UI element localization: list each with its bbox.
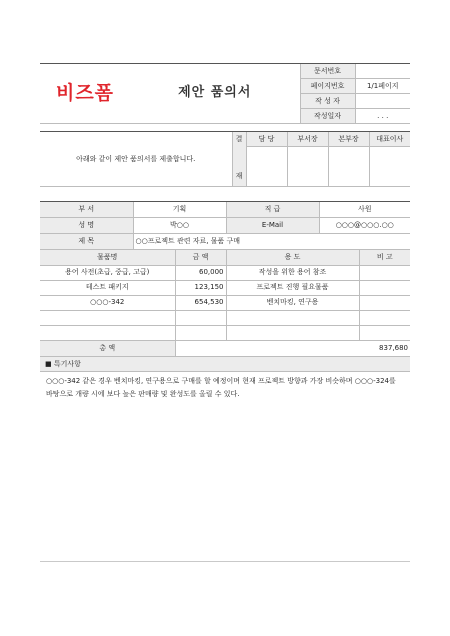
- item-name: [40, 310, 175, 325]
- item-note: [359, 325, 410, 340]
- brand-logo: 비즈폼: [40, 64, 130, 124]
- approval-col-dept-head: 부서장: [287, 132, 328, 147]
- total-label: 총 액: [40, 340, 175, 356]
- author-value: [355, 94, 410, 109]
- items-header-purpose: 용 도: [226, 250, 359, 265]
- approval-section: [40, 131, 410, 187]
- item-purpose: 프로젝트 진행 필요물품: [226, 280, 359, 295]
- item-row: [40, 325, 410, 340]
- item-row: [40, 295, 410, 310]
- item-row: [40, 310, 410, 325]
- name-value: 박○○: [133, 218, 226, 234]
- item-purpose: 벤치마킹, 연구용: [226, 295, 359, 310]
- dept-value: 기획: [133, 202, 226, 218]
- document-title: 제안 품의서: [130, 64, 300, 124]
- item-note: [359, 310, 410, 325]
- item-note: [359, 265, 410, 280]
- items-table: [40, 250, 410, 357]
- approval-col-ceo: 대표이사: [369, 132, 410, 147]
- approval-sign-ceo[interactable]: [369, 147, 410, 187]
- item-purpose: 작성을 위한 용어 참조: [226, 265, 359, 280]
- date-label: 작성일자: [300, 109, 355, 124]
- subject-label: 제 목: [40, 234, 133, 250]
- item-amount: 60,000: [175, 265, 226, 280]
- items-header-name: 물품명: [40, 250, 175, 265]
- item-amount: 123,150: [175, 280, 226, 295]
- approval-sign-dept-head[interactable]: [287, 147, 328, 187]
- page-number-value: 1/1페이지: [355, 79, 410, 94]
- approval-sign-staff[interactable]: [246, 147, 287, 187]
- rank-label: 직 급: [226, 202, 319, 218]
- dept-label: 부 서: [40, 202, 133, 218]
- proposal-document: [40, 63, 410, 460]
- item-note: [359, 295, 410, 310]
- page-number-label: 페이지번호: [300, 79, 355, 94]
- item-amount: [175, 325, 226, 340]
- items-header-amount: 금 액: [175, 250, 226, 265]
- date-value: . . .: [355, 109, 410, 124]
- approval-side-bottom: 재: [232, 147, 246, 187]
- item-row: [40, 265, 410, 280]
- item-amount: 654,530: [175, 295, 226, 310]
- item-name: 용어 사전(초급, 중급, 고급): [40, 265, 175, 280]
- total-value: 837,680: [175, 340, 410, 356]
- approval-sign-division-head[interactable]: [328, 147, 369, 187]
- item-purpose: [226, 325, 359, 340]
- item-amount: [175, 310, 226, 325]
- proposal-body: [40, 201, 410, 250]
- item-name: [40, 325, 175, 340]
- doc-number-value: [355, 64, 410, 79]
- item-purpose: [226, 310, 359, 325]
- item-name: ○○○-342: [40, 295, 175, 310]
- doc-number-label: 문서번호: [300, 64, 355, 79]
- approval-col-staff: 담 당: [246, 132, 287, 147]
- item-note: [359, 280, 410, 295]
- items-header-note: 비 고: [359, 250, 410, 265]
- email-value: ○○○@○○○.○○: [319, 218, 410, 234]
- document-header: [40, 63, 410, 124]
- item-name: 테스트 패키지: [40, 280, 175, 295]
- name-label: 성 명: [40, 218, 133, 234]
- bottom-divider: [40, 561, 410, 562]
- submission-intro: 아래와 같이 제안 품의서를 제출합니다.: [40, 132, 232, 187]
- rank-value: 사원: [319, 202, 410, 218]
- subject-value: ○○프로젝트 관련 자료, 물품 구매: [133, 234, 410, 250]
- notes-section: [40, 357, 410, 460]
- approval-col-division-head: 본부장: [328, 132, 369, 147]
- email-label: E-Mail: [226, 218, 319, 234]
- item-row: [40, 280, 410, 295]
- notes-text: ○○○-342 같은 경우 벤치마킹, 연구용으로 구매를 할 예정이며 현재 프로젝트 방향과 가장 비슷하며 ○○○-324를 바탕으로 개량 시에 보다 높은 판매량 및 완성도를 올릴 수 있다.: [46, 377, 396, 398]
- approval-side-top: 결: [232, 132, 246, 147]
- author-label: 작 성 자: [300, 94, 355, 109]
- notes-heading: ■ 특기사항: [40, 357, 410, 372]
